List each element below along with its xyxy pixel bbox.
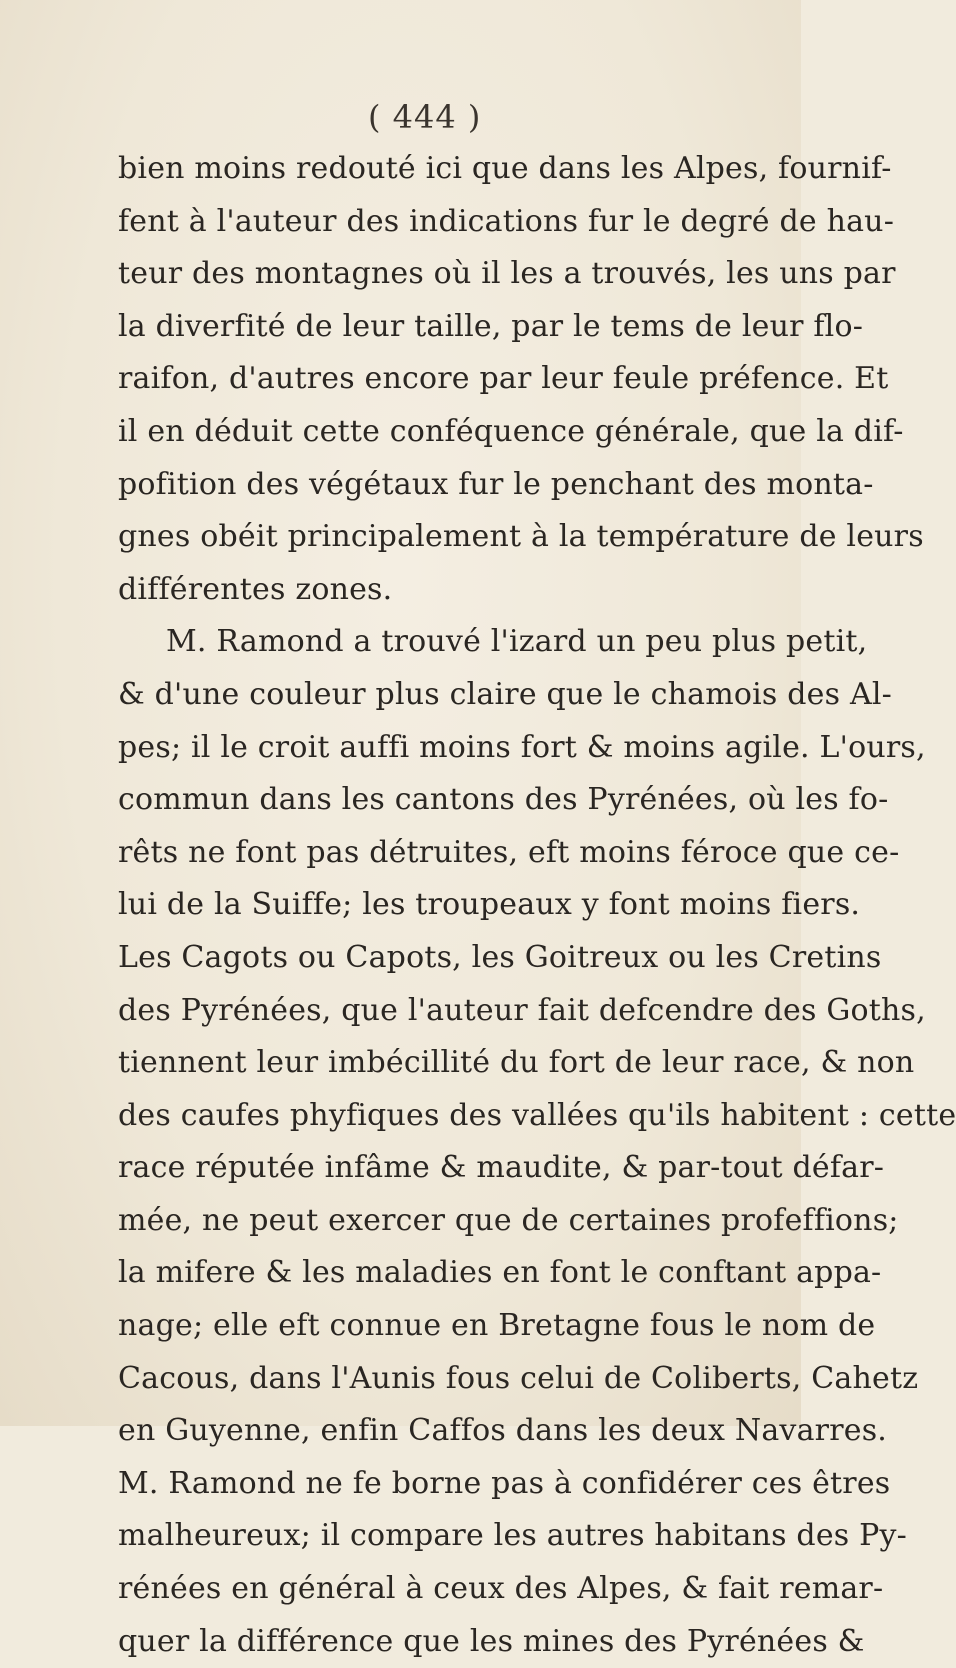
text-line: lui de la Suiffe; les troupeaux y font moins fiers. bbox=[118, 887, 861, 923]
text-line: malheureux; il compare les autres habitans des Py- bbox=[118, 1518, 907, 1554]
text-line: en Guyenne, enfin Caffos dans les deux Navarres. bbox=[118, 1413, 888, 1449]
text-line: Cacous, dans l'Aunis fous celui de Coliberts, Cahetz bbox=[118, 1360, 919, 1396]
text-line: gnes obéit principalement à la température de leurs bbox=[118, 519, 924, 555]
text-line: des caufes phyfiques des vallées qu'ils habitent : cette bbox=[118, 1097, 956, 1133]
text-line: bien moins redouté ici que dans les Alpes, fournif- bbox=[118, 151, 892, 186]
text-line: Les Cagots ou Capots, les Goitreux ou les Cretins bbox=[118, 939, 882, 975]
text-line: la diverfité de leur taille, par le tems de leur flo- bbox=[118, 308, 864, 344]
text-line: M. Ramond ne fe borne pas à confidérer ces êtres bbox=[118, 1465, 891, 1501]
text-line: rêts ne font pas détruites, eft moins féroce que ce- bbox=[118, 834, 900, 870]
text-line: race réputée infâme & maudite, & par-tout défar- bbox=[118, 1150, 885, 1186]
paragraph-end-line: différentes zones. bbox=[118, 571, 393, 607]
paragraph-start-line: M. Ramond a trouvé l'izard un peu plus petit, bbox=[166, 624, 868, 660]
text-line: pes; il le croit auffi moins fort & moins agile. L'ours, bbox=[118, 729, 926, 765]
text-line: commun dans les cantons des Pyrénées, où les fo- bbox=[118, 782, 889, 818]
text-line: pofition des végétaux fur le penchant des monta- bbox=[118, 466, 874, 502]
text-line: quer la différence que les mines des Pyrénées & bbox=[118, 1623, 865, 1659]
text-line: raifon, d'autres encore par leur feule préfence. Et bbox=[118, 361, 889, 397]
text-line: mée, ne peut exercer que de certaines profeffions; bbox=[118, 1202, 899, 1238]
text-line: il en déduit cette conféquence générale, que la dif- bbox=[118, 413, 904, 449]
text-line: fent à l'auteur des indications fur le degré de hau- bbox=[118, 203, 895, 239]
text-line: nage; elle eft connue en Bretagne fous le nom de bbox=[118, 1308, 876, 1344]
text-line: des Pyrénées, que l'auteur fait defcendre des Goths, bbox=[118, 992, 926, 1028]
text-line: teur des montagnes où il les a trouvés, les uns par bbox=[118, 256, 896, 292]
page-number: ( 444 ) bbox=[368, 98, 482, 136]
text-line: rénées en général à ceux des Alpes, & fait remar- bbox=[118, 1571, 884, 1607]
text-line: tiennent leur imbécillité du fort de leur race, & non bbox=[118, 1045, 915, 1081]
text-line: la mifere & les maladies en font le conftant appa- bbox=[118, 1255, 882, 1291]
text-line: & d'une couleur plus claire que le chamois des Al- bbox=[118, 676, 892, 712]
body-text bbox=[118, 143, 956, 1668]
